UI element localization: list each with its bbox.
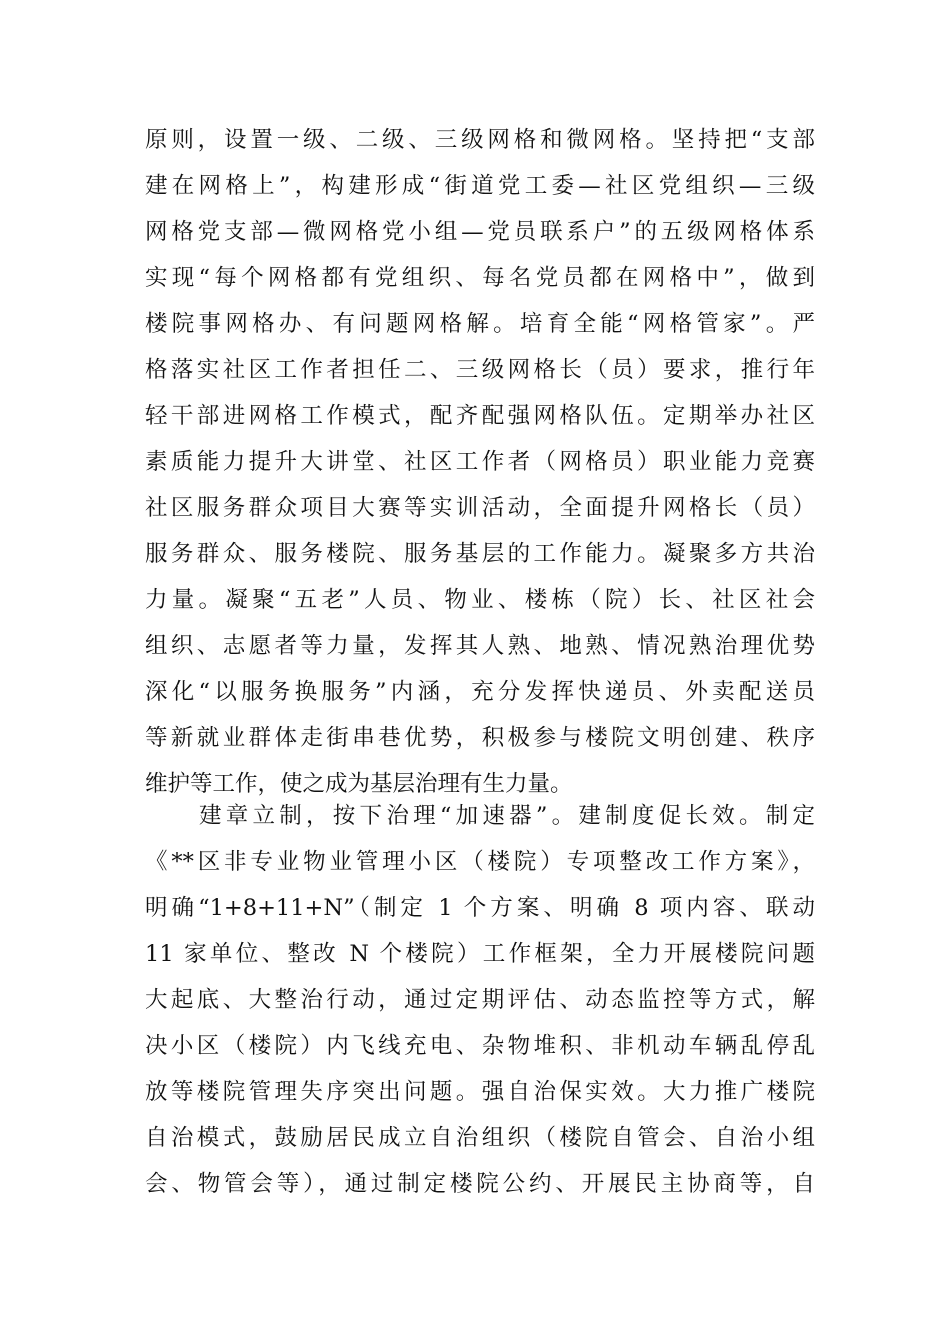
text-line: 格落实社区工作者担任二、三级网格长（员）要求，推行年 <box>145 357 815 383</box>
text-line: 自治模式，鼓励居民成立自治组织（楼院自管会、自治小组 <box>145 1125 815 1151</box>
text-line: 原则，设置一级、二级、三级网格和微网格。坚持把“支部 <box>145 127 815 153</box>
text-line: 深化“以服务换服务”内涵，充分发挥快递员、外卖配送员 <box>145 679 815 705</box>
text-line: 楼院事网格办、有问题网格解。培育全能“网格管家”。严 <box>145 311 815 337</box>
text-line: 放等楼院管理失序突出问题。强自治保实效。大力推广楼院 <box>145 1079 815 1105</box>
paragraph-rules-system <box>145 793 815 1207</box>
text-line: 服务群众、服务楼院、服务基层的工作能力。凝聚多方共治 <box>145 541 815 567</box>
text-line: 实现“每个网格都有党组织、每名党员都在网格中”，做到 <box>145 265 815 291</box>
text-line: 轻干部进网格工作模式，配齐配强网格队伍。定期举办社区 <box>145 403 815 429</box>
text-line: 网格党支部—微网格党小组—党员联系户”的五级网格体系 <box>145 219 815 245</box>
text-line: 维护等工作，使之成为基层治理有生力量。 <box>145 771 573 797</box>
text-line: 11 家单位、整改 N 个楼院）工作框架，全力开展楼院问题 <box>145 941 815 967</box>
text-line: 决小区（楼院）内飞线充电、杂物堆积、非机动车辆乱停乱 <box>145 1033 815 1059</box>
text-line: 素质能力提升大讲堂、社区工作者（网格员）职业能力竞赛 <box>145 449 815 475</box>
text-line: 明确“1+8+11+N”（制定 1 个方案、明确 8 项内容、联动 <box>145 895 815 921</box>
text-line: 《**区非专业物业管理小区（楼院）专项整改工作方案》， <box>145 849 815 875</box>
text-line: 组织、志愿者等力量，发挥其人熟、地熟、情况熟治理优势 <box>145 633 815 659</box>
text-line: 力量。凝聚“五老”人员、物业、楼栋（院）长、社区社会 <box>145 587 815 613</box>
text-line: 大起底、大整治行动，通过定期评估、动态监控等方式，解 <box>145 987 815 1013</box>
text-line: 社区服务群众项目大赛等实训活动，全面提升网格长（员） <box>145 495 815 521</box>
text-line: 会、物管会等），通过制定楼院公约、开展民主协商等，自 <box>145 1171 815 1197</box>
text-line: 建章立制，按下治理“加速器”。建制度促长效。制定 <box>199 803 815 829</box>
paragraph-grid-governance <box>145 117 815 807</box>
text-line: 建在网格上”，构建形成“街道党工委—社区党组织—三级 <box>145 173 815 199</box>
text-line: 等新就业群体走街串巷优势，积极参与楼院文明创建、秩序 <box>145 725 815 751</box>
